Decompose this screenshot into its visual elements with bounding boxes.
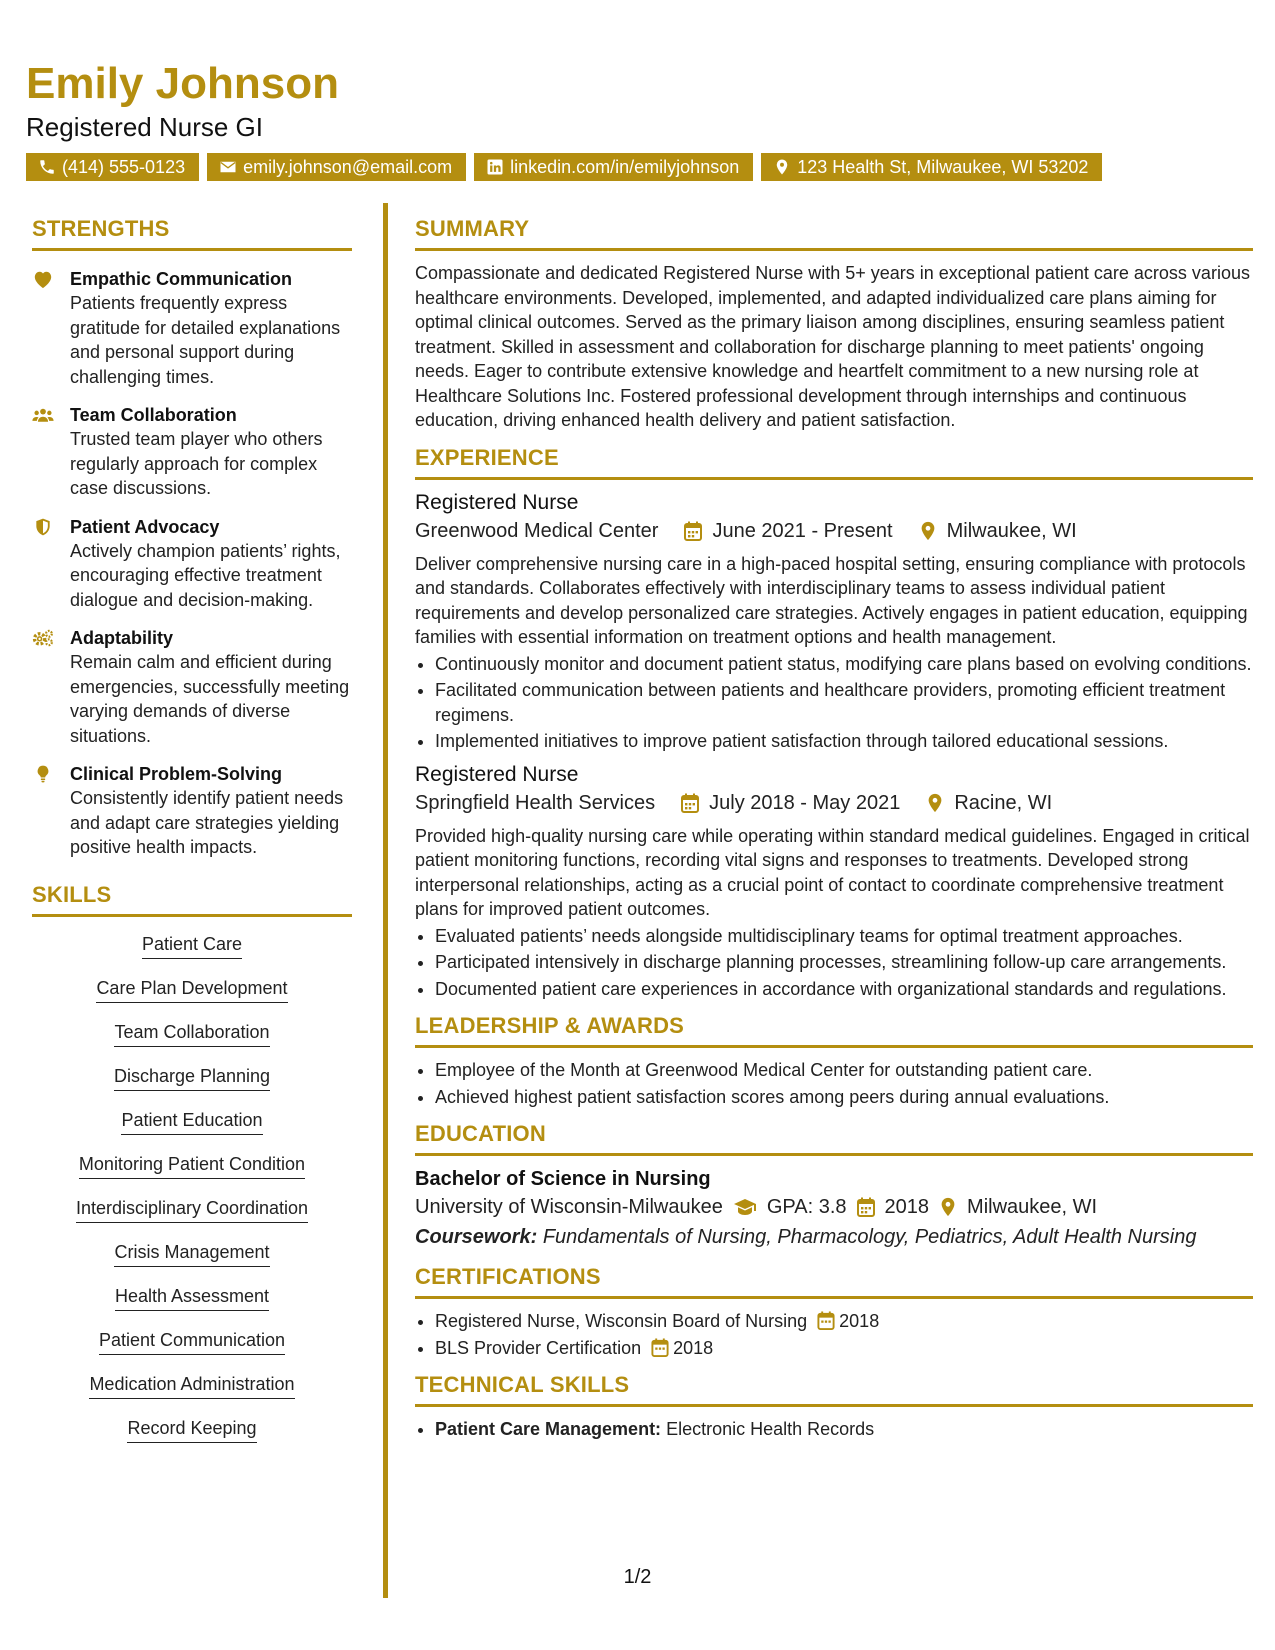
job-meta <box>415 788 1253 818</box>
strength-desc: Patients frequently express gratitude for detailed explanations and personal support during challenging times. <box>70 293 341 387</box>
calendar-icon <box>817 1311 835 1330</box>
job-bullet: • Implemented initiatives to improve patient satisfaction through tailored educational sessions. <box>435 729 1253 754</box>
address-text: 123 Health St, Milwaukee, WI 53202 <box>797 157 1089 177</box>
skill-tag: Interdisciplinary Coordination <box>76 1199 308 1223</box>
cert-name: Registered Nurse, Wisconsin Board of Nursing <box>435 1311 808 1331</box>
skill-tag: Health Assessment <box>115 1287 269 1311</box>
page-number: 1/2 <box>623 1566 652 1588</box>
job-meta <box>415 516 1253 546</box>
strength-item <box>32 762 352 860</box>
lightbulb-icon <box>32 764 54 784</box>
summary-section <box>415 218 1253 433</box>
edu-meta <box>415 1192 1253 1222</box>
job-location: Milwaukee, WI <box>946 519 1077 542</box>
skill-tag: Team Collaboration <box>114 1023 269 1047</box>
edu-school: University of Wisconsin-Milwaukee <box>415 1196 723 1218</box>
job-title: Registered Nurse <box>415 490 579 514</box>
job-dates: July 2018 - May 2021 <box>709 791 901 814</box>
skill-tag: Record Keeping <box>127 1419 256 1443</box>
job-entry <box>415 762 1253 1002</box>
calendar-icon <box>681 793 699 813</box>
strength-item <box>32 403 352 501</box>
certifications-title: CERTIFICATIONS <box>415 1266 1253 1299</box>
contact-phone[interactable] <box>26 153 199 181</box>
strength-title: Patient Advocacy <box>70 516 220 537</box>
strength-desc: Consistently identify patient needs and adapt care strategies yielding positive health impacts. <box>70 788 344 857</box>
certification-item <box>435 1309 1253 1334</box>
graduation-cap-icon <box>733 1197 757 1217</box>
job-bullet: • Documented patient care experiences in accordance with organizational standards and regulations. <box>435 977 1253 1002</box>
heart-icon <box>32 269 54 289</box>
summary-title: SUMMARY <box>415 218 1253 251</box>
job-company: Greenwood Medical Center <box>415 519 659 542</box>
technical-skills-section <box>415 1374 1253 1442</box>
job-bullet: • Continuously monitor and document patient status, modifying care plans based on evolving conditions. <box>435 652 1253 677</box>
edu-gpa: GPA: 3.8 <box>766 1196 847 1218</box>
calendar-icon <box>857 1197 875 1217</box>
location-pin-icon <box>919 521 937 541</box>
location-pin-icon <box>939 1197 957 1217</box>
skill-tag: Monitoring Patient Condition <box>79 1155 305 1179</box>
contact-bar <box>26 153 1102 181</box>
gears-icon <box>32 628 54 648</box>
leadership-list <box>415 1058 1253 1109</box>
skills-title: SKILLS <box>32 884 352 917</box>
cert-name: BLS Provider Certification <box>435 1337 642 1358</box>
skills-list <box>32 927 352 1443</box>
experience-title: EXPERIENCE <box>415 447 1253 480</box>
job-subtitle: Registered Nurse GI <box>26 112 263 142</box>
award-item: • Employee of the Month at Greenwood Medical Center for outstanding patient care. <box>435 1058 1253 1083</box>
skill-tag: Patient Communication <box>99 1331 285 1355</box>
location-pin-icon <box>926 793 944 813</box>
tech-skill-value: Electronic Health Records <box>666 1419 875 1439</box>
education-title: EDUCATION <box>415 1123 1253 1156</box>
certification-item <box>435 1336 1253 1361</box>
skill-tag: Crisis Management <box>114 1243 269 1267</box>
job-description: Deliver comprehensive nursing care in a high-paced hospital setting, ensuring compliance with protocols and standards. Collaborates effectively with interdisciplinary teams to assess individual patient requirements and develop personalized care strategies. Actively engages in patient education, equipping families with essential information on treatment options and health management. <box>415 553 1248 647</box>
job-description: Provided high-quality nursing care while operating within standard medical guidelines. Engaged in critical patient monitoring functions, recording vital signs and responses to treatments. Developed strong interpersonal relationships, acting as a crucial point of contact to coordinate comprehensive treatment plans for improved patient outcomes. <box>415 825 1250 919</box>
strength-title: Adaptability <box>70 628 174 648</box>
leadership-title: LEADERSHIP & AWARDS <box>415 1015 1253 1048</box>
job-bullet: • Participated intensively in discharge planning processes, streamlining follow-up care arrangements. <box>435 950 1253 975</box>
contact-email[interactable] <box>207 153 466 181</box>
skills-section <box>32 881 352 1443</box>
coursework-text: Fundamentals of Nursing, Pharmacology, Pediatrics, Adult Health Nursing <box>542 1226 1197 1248</box>
job-bullet: • Facilitated communication between patients and healthcare providers, promoting efficient treatment regimens. <box>435 678 1253 727</box>
strength-title: Clinical Problem-Solving <box>70 764 283 784</box>
technical-skills-list <box>415 1417 1253 1442</box>
contact-address[interactable] <box>761 153 1102 181</box>
job-location: Racine, WI <box>954 791 1053 814</box>
leadership-section <box>415 1015 1253 1109</box>
strength-desc: Trusted team player who others regularly approach for complex case discussions. <box>70 429 323 498</box>
skill-tag: Care Plan Development <box>96 979 287 1003</box>
strength-desc: Remain calm and efficient during emergencies, successfully meeting varying demands of diverse situations. <box>70 652 350 746</box>
strength-item <box>32 515 352 613</box>
strength-title: Team Collaboration <box>70 405 237 425</box>
tech-skill-label: Patient Care Management: <box>435 1419 662 1439</box>
education-section <box>415 1123 1253 1252</box>
right-column <box>415 218 1253 1456</box>
strength-desc: Actively champion patients’ rights, encouraging effective treatment dialogue and decision-making. <box>70 540 341 610</box>
linkedin-text: linkedin.com/in/emilyjohnson <box>510 157 740 177</box>
column-divider <box>383 203 388 1598</box>
job-title: Registered Nurse <box>415 762 579 786</box>
phone-text: (414) 555-0123 <box>62 157 186 177</box>
job-company: Springfield Health Services <box>415 791 656 814</box>
skill-tag: Discharge Planning <box>114 1067 270 1091</box>
job-entry <box>415 490 1253 754</box>
strengths-section <box>32 218 352 860</box>
linkedin-icon <box>486 158 504 176</box>
skill-tag: Medication Administration <box>89 1375 294 1399</box>
coursework-label: Coursework: <box>415 1226 538 1248</box>
edu-coursework <box>415 1222 1253 1252</box>
contact-linkedin[interactable] <box>474 153 753 181</box>
cert-year: 2018 <box>673 1337 714 1358</box>
certifications-section <box>415 1266 1253 1360</box>
skill-tag: Patient Education <box>121 1111 262 1135</box>
strength-item <box>32 626 352 748</box>
calendar-icon <box>651 1338 669 1357</box>
candidate-name: Emily Johnson <box>26 59 339 108</box>
edu-degree: Bachelor of Science in Nursing <box>415 1168 711 1190</box>
technical-skill-item <box>435 1417 1253 1442</box>
strength-item <box>32 267 352 389</box>
users-icon <box>32 405 54 425</box>
job-bullets <box>415 652 1253 754</box>
left-column <box>32 218 352 1463</box>
email-text: emily.johnson@email.com <box>243 157 453 177</box>
certifications-list <box>415 1309 1253 1360</box>
location-pin-icon <box>773 158 791 176</box>
skill-tag: Patient Care <box>142 935 242 959</box>
technical-skills-title: TECHNICAL SKILLS <box>415 1374 1253 1407</box>
job-bullets <box>415 924 1253 1002</box>
summary-text: Compassionate and dedicated Registered Nurse with 5+ years in exceptional patient care across various healthcare environments. Developed, implemented, and adapted individualized care plans aiming for optimal clinical outcomes. Served as the primary liaison among disciplines, ensuring seamless patient treatment. Skilled in assessment and collaboration for discharge planning to meet patients' ongoing needs. Eager to contribute extensive knowledge and heartfelt commitment to a new nursing role at Healthcare Solutions Inc. Fostered professional development through internships and continuous education, driving enhanced health delivery and patient satisfaction. <box>415 263 1250 430</box>
job-dates: June 2021 - Present <box>712 519 893 542</box>
calendar-icon <box>684 521 702 541</box>
experience-section <box>415 444 1253 1002</box>
edu-location: Milwaukee, WI <box>967 1196 1098 1218</box>
cert-year: 2018 <box>839 1311 880 1331</box>
strength-title: Empathic Communication <box>70 269 293 289</box>
envelope-icon <box>219 158 237 176</box>
phone-icon <box>38 158 56 176</box>
edu-year: 2018 <box>884 1196 930 1218</box>
shield-icon <box>32 517 54 537</box>
award-item: • Achieved highest patient satisfaction scores among peers during annual evaluations. <box>435 1085 1253 1110</box>
strengths-title: STRENGTHS <box>32 218 352 251</box>
job-bullet: • Evaluated patients’ needs alongside multidisciplinary teams for optimal treatment approaches. <box>435 924 1253 949</box>
